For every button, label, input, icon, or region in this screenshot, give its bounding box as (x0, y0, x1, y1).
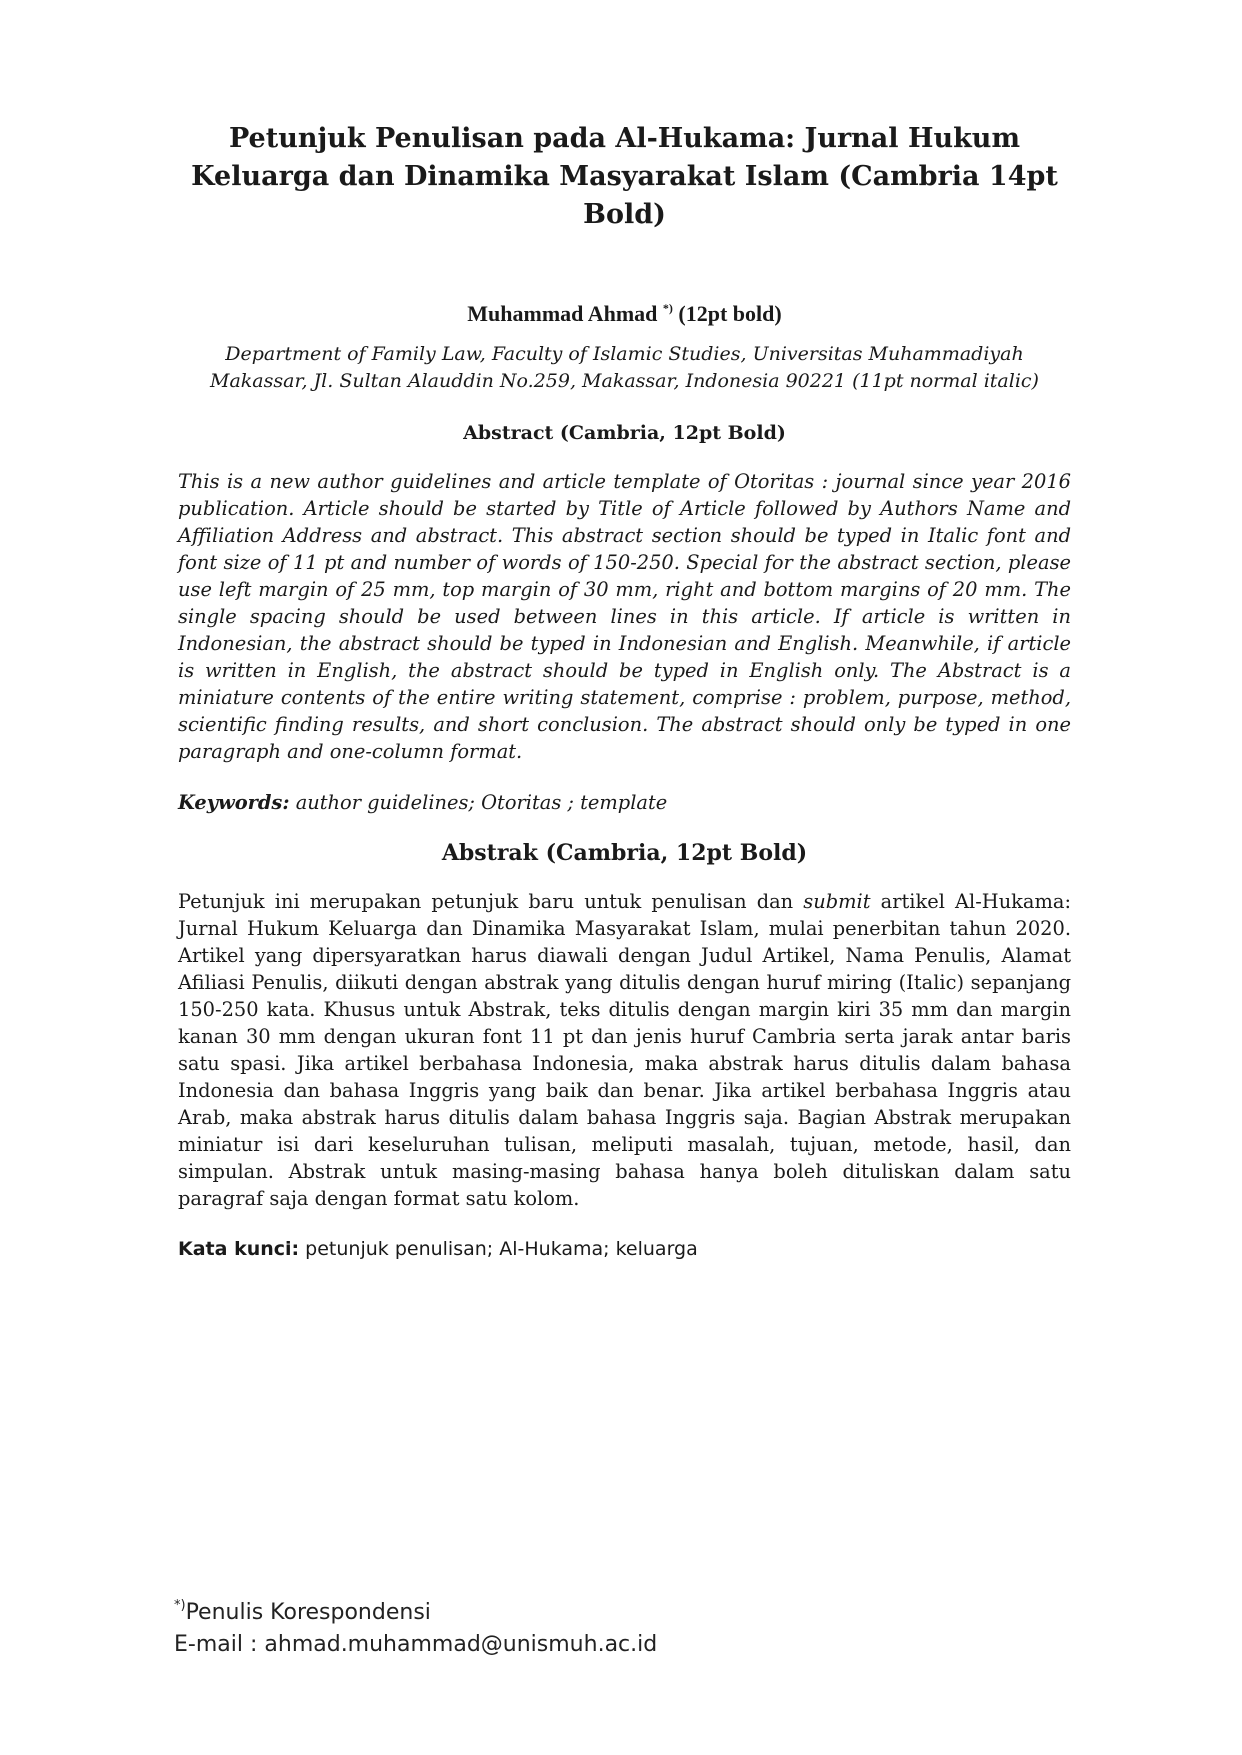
abstrak-text-start: Petunjuk ini merupakan petunjuk baru untuk penulisan dan (178, 890, 794, 913)
abstrak-text-italic: submit (803, 890, 871, 913)
footnote-marker: *) (174, 1598, 186, 1613)
footnote-label: Penulis Korespondensi (185, 1600, 431, 1625)
footnote-label-line (174, 1590, 657, 1629)
abstract-heading: Abstract (Cambria, 12pt Bold) (463, 422, 786, 444)
abstrak-keywords (178, 1238, 1071, 1260)
kata-kunci-value: petunjuk penulisan; Al-Hukama; keluarga (305, 1238, 698, 1260)
abstract-keywords (178, 791, 1071, 814)
author-marker: *) (662, 301, 673, 315)
document-page (178, 120, 1071, 1260)
abstrak-text-rest: artikel Al-Hukama: Jurnal Hukum Keluarga dan Dinamika Masyarakat Islam, mulai penerbitan tahun 2020. Artikel yang dipersyaratkan harus diawali dengan Judul Artikel, Nama Penulis, Alamat Afiliasi Penulis, diikuti dengan abstrak yang ditulis dengan huruf miring (Italic) sepanjang 150-250 kata. Khusus untuk Abstrak, teks ditulis dengan margin kiri 35 mm dan margin kanan 30 mm dengan ukuran font 11 pt dan jenis huruf Cambria serta jarak antar baris satu spasi. Jika artikel berbahasa Indonesia, maka abstrak harus ditulis dalam bahasa Indonesia dan bahasa Inggris yang baik dan benar. Jika artikel berbahasa Inggris atau Arab, maka abstrak harus ditulis dalam bahasa Inggris saja. Bagian Abstrak merupakan miniatur isi dari keseluruhan tulisan, meliputi masalah, tujuan, metode, hasil, dan simpulan. Abstrak untuk masing-masing bahasa hanya boleh dituliskan dalam satu paragraf saja dengan format satu kolom. (178, 890, 1071, 1210)
author-line (178, 301, 1071, 327)
author-affiliation: Department of Family Law, Faculty of Islamic Studies, Universitas Muhammadiyah Makassar, Jl. Sultan Alauddin No.259, Makassar, Indonesia 90221 (11pt normal italic) (210, 343, 1039, 392)
email-label: E-mail : (174, 1632, 258, 1657)
abstract-text: This is a new author guidelines and article template of Otoritas : journal since year 2016 publication. Article should be started by Title of Article followed by Authors Name and Affiliation Address and abstract. This abstract section should be typed in Italic font and font size of 11 pt and number of words of 150-250. Special for the abstract section, please use left margin of 25 mm, top margin of 30 mm, right and bottom margins of 20 mm. The single spacing should be used between lines in this article. If article is written in Indonesian, the abstract should be typed in Indonesian and English. Meanwhile, if article is written in English, the abstract should be typed in English only. The Abstract is a miniature contents of the entire writing statement, comprise : problem, purpose, method, scientific finding results, and short conclusion. The abstract should only be typed in one paragraph and one-column format. (178, 470, 1071, 763)
article-title: Petunjuk Penulisan pada Al-Hukama: Jurnal Hukum Keluarga dan Dinamika Masyarakat Islam (Cambria 14pt Bold) (191, 123, 1058, 230)
keywords-value: author guidelines; Otoritas ; template (295, 791, 668, 814)
keywords-label: Keywords: (178, 791, 290, 814)
abstrak-heading: Abstrak (Cambria, 12pt Bold) (441, 840, 808, 866)
email-address[interactable]: ahmad.muhammad@unismuh.ac.id (264, 1632, 658, 1657)
author-note: (12pt bold) (678, 301, 782, 326)
author-name: Muhammad Ahmad (467, 301, 658, 326)
abstrak-text (178, 888, 1071, 1212)
corresponding-author-footnote (174, 1590, 657, 1661)
footnote-email-line (174, 1629, 657, 1661)
kata-kunci-label: Kata kunci: (178, 1238, 300, 1260)
